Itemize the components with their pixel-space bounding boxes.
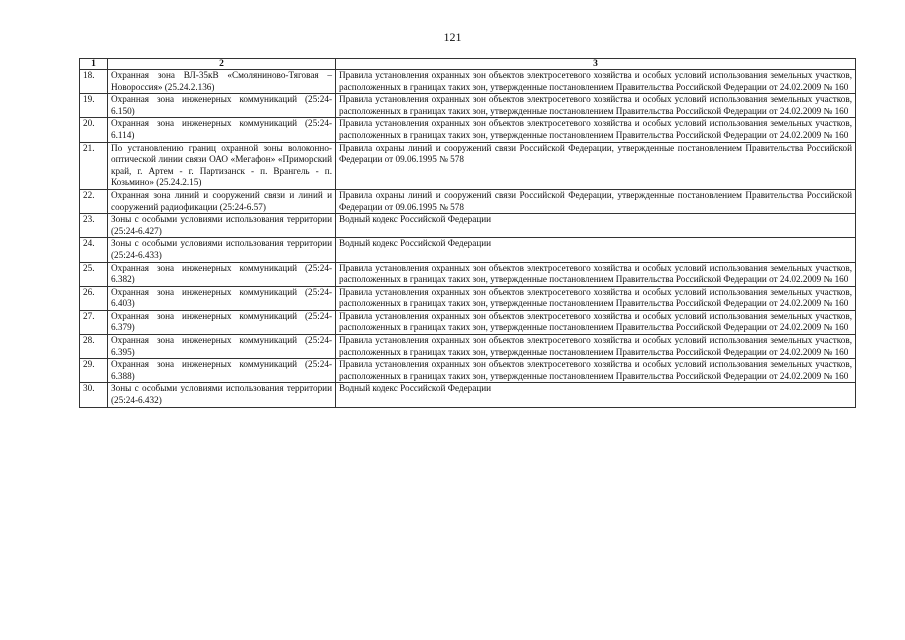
zone-name-cell: Охранная зона инженерных коммуникаций (25:24-6.395): [108, 335, 336, 359]
zone-name-cell: Зоны с особыми условиями использования территории (25:24-6.433): [108, 238, 336, 262]
table-row: [80, 383, 856, 407]
table-row: [80, 286, 856, 310]
table-row: [80, 142, 856, 189]
zones-table: [79, 58, 856, 408]
row-number-cell: 19.: [80, 94, 108, 118]
legal-basis-cell: Правила установления охранных зон объектов электросетевого хозяйства и особых условий использования земельных участков, расположенных в границах таких зон, утвержденные постановлением Правительства Российской Федерации от 24.02.2009 № 160: [336, 335, 856, 359]
row-number-cell: 29.: [80, 359, 108, 383]
zone-name-cell: Зоны с особыми условиями использования территории (25:24-6.432): [108, 383, 336, 407]
legal-basis-cell: Правила охраны линий и сооружений связи Российской Федерации, утвержденные постановлением Правительства Российской Федерации от 09.06.1995 № 578: [336, 189, 856, 213]
legal-basis-cell: Водный кодекс Российской Федерации: [336, 238, 856, 262]
row-number-cell: 18.: [80, 70, 108, 94]
row-number-cell: 21.: [80, 142, 108, 189]
row-number-cell: 20.: [80, 118, 108, 142]
page-number: 121: [443, 30, 462, 44]
table-row: [80, 94, 856, 118]
row-number-cell: 23.: [80, 214, 108, 238]
legal-basis-cell: Правила установления охранных зон объектов электросетевого хозяйства и особых условий использования земельных участков, расположенных в границах таких зон, утвержденные постановлением Правительства Российской Федерации от 24.02.2009 № 160: [336, 94, 856, 118]
zone-name-cell: Охранная зона инженерных коммуникаций (25:24-6.114): [108, 118, 336, 142]
column-header-zone-name: 2: [108, 59, 336, 70]
column-header-legal-basis: 3: [336, 59, 856, 70]
row-number-cell: 28.: [80, 335, 108, 359]
legal-basis-cell: Водный кодекс Российской Федерации: [336, 383, 856, 407]
zone-name-cell: Охранная зона инженерных коммуникаций (25:24-6.379): [108, 310, 336, 334]
legal-basis-cell: Правила установления охранных зон объектов электросетевого хозяйства и особых условий использования земельных участков, расположенных в границах таких зон, утвержденные постановлением Правительства Российской Федерации от 24.02.2009 № 160: [336, 262, 856, 286]
table-row: [80, 310, 856, 334]
table-row: [80, 118, 856, 142]
row-number-cell: 25.: [80, 262, 108, 286]
table-row: [80, 359, 856, 383]
table-row: [80, 189, 856, 213]
column-header-number: 1: [80, 59, 108, 70]
zone-name-cell: Зоны с особыми условиями использования территории (25:24-6.427): [108, 214, 336, 238]
legal-basis-cell: Правила установления охранных зон объектов электросетевого хозяйства и особых условий использования земельных участков, расположенных в границах таких зон, утвержденные постановлением Правительства Российской Федерации от 24.02.2009 № 160: [336, 118, 856, 142]
table-row: [80, 262, 856, 286]
legal-basis-cell: Правила установления охранных зон объектов электросетевого хозяйства и особых условий использования земельных участков, расположенных в границах таких зон, утвержденные постановлением Правительства Российской Федерации от 24.02.2009 № 160: [336, 359, 856, 383]
row-number-cell: 24.: [80, 238, 108, 262]
zone-name-cell: Охранная зона инженерных коммуникаций (25:24-6.382): [108, 262, 336, 286]
table-row: [80, 70, 856, 94]
row-number-cell: 30.: [80, 383, 108, 407]
zone-name-cell: Охранная зона линий и сооружений связи и линий и сооружений радиофикации (25:24-6.57): [108, 189, 336, 213]
legal-basis-cell: Правила установления охранных зон объектов электросетевого хозяйства и особых условий использования земельных участков, расположенных в границах таких зон, утвержденные постановлением Правительства Российской Федерации от 24.02.2009 № 160: [336, 286, 856, 310]
table-row: [80, 214, 856, 238]
zone-name-cell: Охранная зона инженерных коммуникаций (25:24-6.403): [108, 286, 336, 310]
row-number-cell: 27.: [80, 310, 108, 334]
table-row: [80, 335, 856, 359]
zone-name-cell: Охранная зона инженерных коммуникаций (25:24-6.388): [108, 359, 336, 383]
row-number-cell: 26.: [80, 286, 108, 310]
table-row: [80, 238, 856, 262]
zone-name-cell: По установлению границ охранной зоны волоконно-оптической линии связи ОАО «Мегафон» «Приморский край, г. Артем - г. Партизанск - п. Врангель - п. Козьмино» (25.24.2.15): [108, 142, 336, 189]
legal-basis-cell: Водный кодекс Российской Федерации: [336, 214, 856, 238]
zone-name-cell: Охранная зона инженерных коммуникаций (25:24-6.150): [108, 94, 336, 118]
legal-basis-cell: Правила установления охранных зон объектов электросетевого хозяйства и особых условий использования земельных участков, расположенных в границах таких зон, утвержденные постановлением Правительства Российской Федерации от 24.02.2009 № 160: [336, 310, 856, 334]
table-header-row: [80, 59, 856, 70]
zone-name-cell: Охранная зона ВЛ-35кВ «Смоляниново-Тяговая – Новороссия» (25.24.2.136): [108, 70, 336, 94]
legal-basis-cell: Правила установления охранных зон объектов электросетевого хозяйства и особых условий использования земельных участков, расположенных в границах таких зон, утвержденные постановлением Правительства Российской Федерации от 24.02.2009 № 160: [336, 70, 856, 94]
row-number-cell: 22.: [80, 189, 108, 213]
legal-basis-cell: Правила охраны линий и сооружений связи Российской Федерации, утвержденные постановлением Правительства Российской Федерации от 09.06.1995 № 578: [336, 142, 856, 189]
